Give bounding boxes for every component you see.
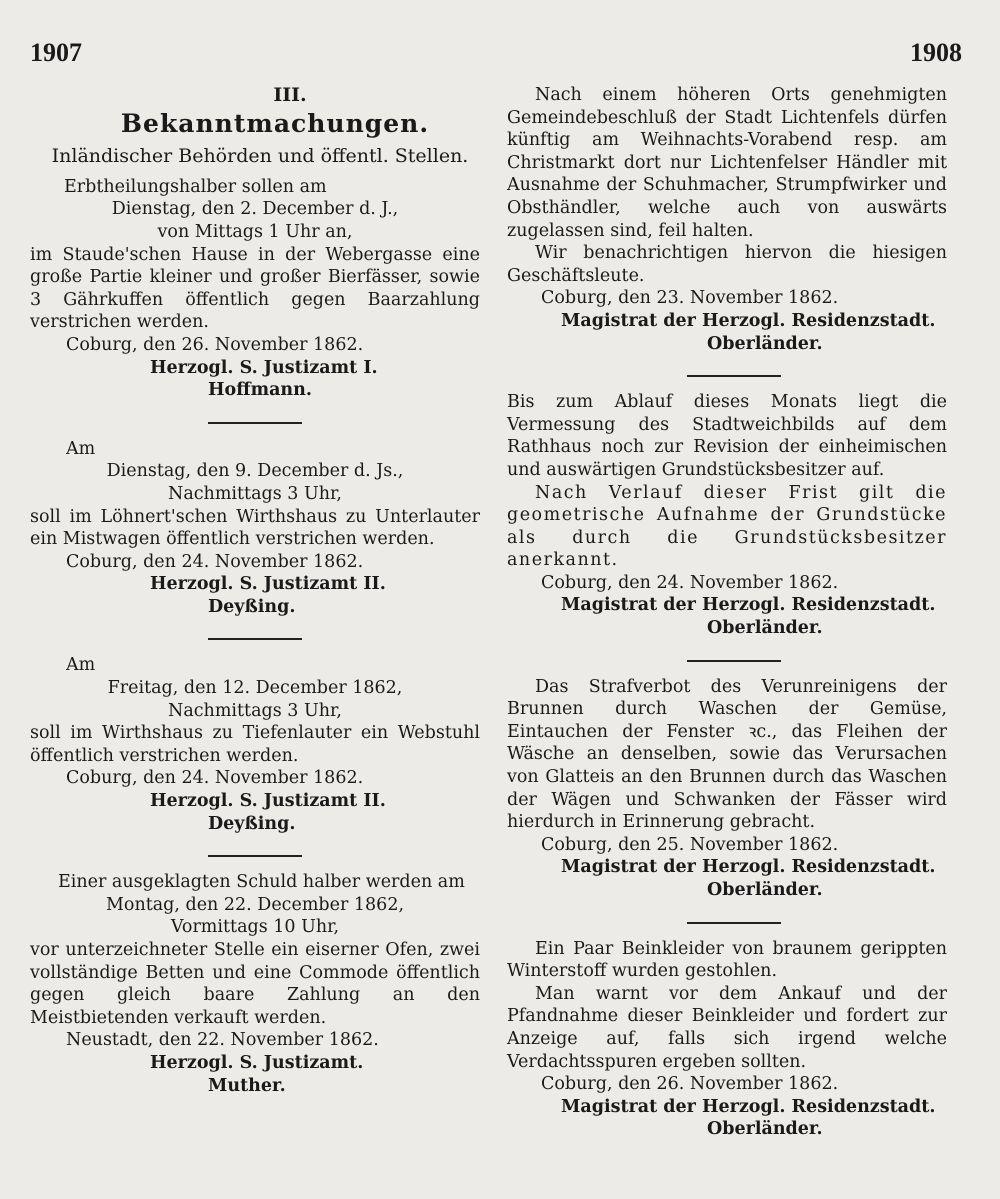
- notice-body: Ein Paar Beinkleider von braunem gerippten Winterstoff wurden gestohlen.: [507, 938, 947, 982]
- notice-body: im Staude'schen Hause in der Webergasse eine große Partie kleiner und großer Bierfässer, sowie 3 Gährkuffen öffentlich gegen Baarzahlung verstrichen werden.: [30, 244, 480, 333]
- notice-body: Man warnt vor dem Ankauf und der Pfandnahme dieser Beinkleider und fordert zur Anzeige auf, falls sich irgend welche Verdachtsspuren ergeben sollten.: [507, 983, 947, 1072]
- notice-place-date: Coburg, den 24. November 1862.: [541, 572, 839, 593]
- separator-rule: [208, 855, 302, 857]
- notice-date: Dienstag, den 2. December d. J.,: [111, 199, 399, 220]
- notice-body: soll im Löhnert'schen Wirthshaus zu Unterlauter ein Mistwagen öffentlich verstrichen werden.: [30, 506, 480, 550]
- left-column: [30, 84, 480, 1097]
- notice-body: soll im Wirthshaus zu Tiefenlauter ein Webstuhl öffentlich verstrichen werden.: [30, 723, 480, 766]
- notice-signature: Muther.: [208, 1075, 286, 1096]
- page-number-left: 1907: [30, 38, 82, 67]
- notice-authority: Magistrat der Herzogl. Residenzstadt.: [561, 310, 936, 331]
- separator-rule: [687, 922, 781, 924]
- notice-place-date: Coburg, den 24. November 1862.: [66, 768, 364, 789]
- notice-body: Wir benachrichtigen hiervon die hiesigen Geschäftsleute.: [507, 243, 947, 286]
- section-subtitle: Inländischer Behörden und öffentl. Stellen.: [51, 145, 469, 168]
- notice-signature: Oberländer.: [707, 333, 823, 354]
- notice-place-date: Coburg, den 25. November 1862.: [541, 834, 839, 855]
- notice-place-date: Neustadt, den 22. November 1862.: [66, 1030, 379, 1051]
- notice-authority: Magistrat der Herzogl. Residenzstadt.: [561, 595, 936, 616]
- notice-date: Freitag, den 12. December 1862,: [107, 678, 403, 699]
- section-title: Bekanntmachungen.: [120, 108, 430, 138]
- notice-place-date: Coburg, den 23. November 1862.: [541, 288, 839, 309]
- notice-intro: Am: [66, 438, 96, 459]
- notice-authority: Magistrat der Herzogl. Residenzstadt.: [561, 857, 936, 878]
- notice-place-date: Coburg, den 24. November 1862.: [66, 551, 364, 572]
- notice-signature: Deyßing.: [208, 596, 296, 617]
- notice-body: Nach Verlauf dieser Frist gilt die geometrische Aufnahme der Grundstücke als durch die Grundstücksbesitzer anerkannt.: [507, 482, 947, 571]
- notice-1: [30, 176, 480, 402]
- notice-8: [507, 938, 947, 1141]
- notice-time: Nachmittags 3 Uhr,: [168, 483, 342, 504]
- notice-place-date: Coburg, den 26. November 1862.: [66, 334, 364, 355]
- page-number-right: 1908: [910, 38, 962, 67]
- notice-intro: Am: [66, 655, 96, 676]
- notice-3: [30, 654, 480, 835]
- section-number: III.: [273, 84, 307, 106]
- notice-time: von Mittags 1 Uhr an,: [157, 221, 353, 242]
- notice-signature: Deyßing.: [208, 813, 296, 834]
- notice-date: Dienstag, den 9. December d. Js.,: [106, 461, 404, 482]
- notice-7: [507, 676, 947, 902]
- separator-rule: [687, 375, 781, 377]
- notice-time: Vormittags 10 Uhr,: [170, 917, 340, 938]
- notice-body: Das Strafverbot des Verunreinigens der Brunnen durch Waschen der Gemüse, Eintauchen der Fenster ꝛc., das Fleihen der Wäsche an denselben, sowie das Verursachen von Glatteis an den Brunnen durch das Waschen der Wägen und Schwanken der Fässer wird hierdurch in Erinnerung gebracht.: [507, 676, 947, 833]
- notice-intro: Einer ausgeklagten Schuld halber werden am: [58, 872, 465, 893]
- notice-body: vor unterzeichneter Stelle ein eiserner Ofen, zwei vollständige Betten und eine Commode öffentlich gegen gleich baare Zahlung an den Meistbietenden verkauft werden.: [30, 940, 480, 1028]
- notice-signature: Hoffmann.: [208, 380, 312, 401]
- notice-5: [507, 84, 947, 355]
- separator-rule: [208, 638, 302, 640]
- notice-authority: Herzogl. S. Justizamt.: [150, 1052, 364, 1073]
- notice-body: Bis zum Ablauf dieses Monats liegt die Vermessung des Stadtweichbilds auf dem Rathhaus noch zur Revision der einheimischen und auswärtigen Grundstücksbesitzer auf.: [507, 392, 947, 480]
- notice-4: [30, 871, 480, 1097]
- notice-time: Nachmittags 3 Uhr,: [168, 700, 342, 721]
- separator-rule: [687, 660, 781, 662]
- notice-date: Montag, den 22. December 1862,: [105, 894, 405, 915]
- notice-signature: Oberländer.: [707, 880, 823, 900]
- notice-authority: Herzogl. S. Justizamt II.: [150, 574, 386, 595]
- right-column: [507, 84, 947, 1141]
- notice-6: [507, 391, 947, 640]
- notice-place-date: Coburg, den 26. November 1862.: [541, 1074, 839, 1095]
- notice-body: Nach einem höheren Orts genehmigten Gemeindebeschluß der Stadt Lichtenfels dürfen künftig am Weihnachts-Vorabend resp. am Christmarkt dort nur Lichtenfelser Händler mit Ausnahme der Schuhmacher, Strumpfwirker und Obsthändler, welche auch von auswärts zugelassen sind, feil halten.: [507, 85, 947, 241]
- separator-rule: [208, 422, 302, 424]
- notice-authority: Herzogl. S. Justizamt I.: [150, 357, 378, 378]
- notice-intro: Erbtheilungshalber sollen am: [64, 176, 327, 197]
- notice-signature: Oberländer.: [707, 1119, 823, 1140]
- notice-signature: Oberländer.: [707, 618, 823, 639]
- notice-authority: Herzogl. S. Justizamt II.: [150, 791, 386, 812]
- notice-authority: Magistrat der Herzogl. Residenzstadt.: [561, 1096, 936, 1117]
- notice-2: [30, 438, 480, 619]
